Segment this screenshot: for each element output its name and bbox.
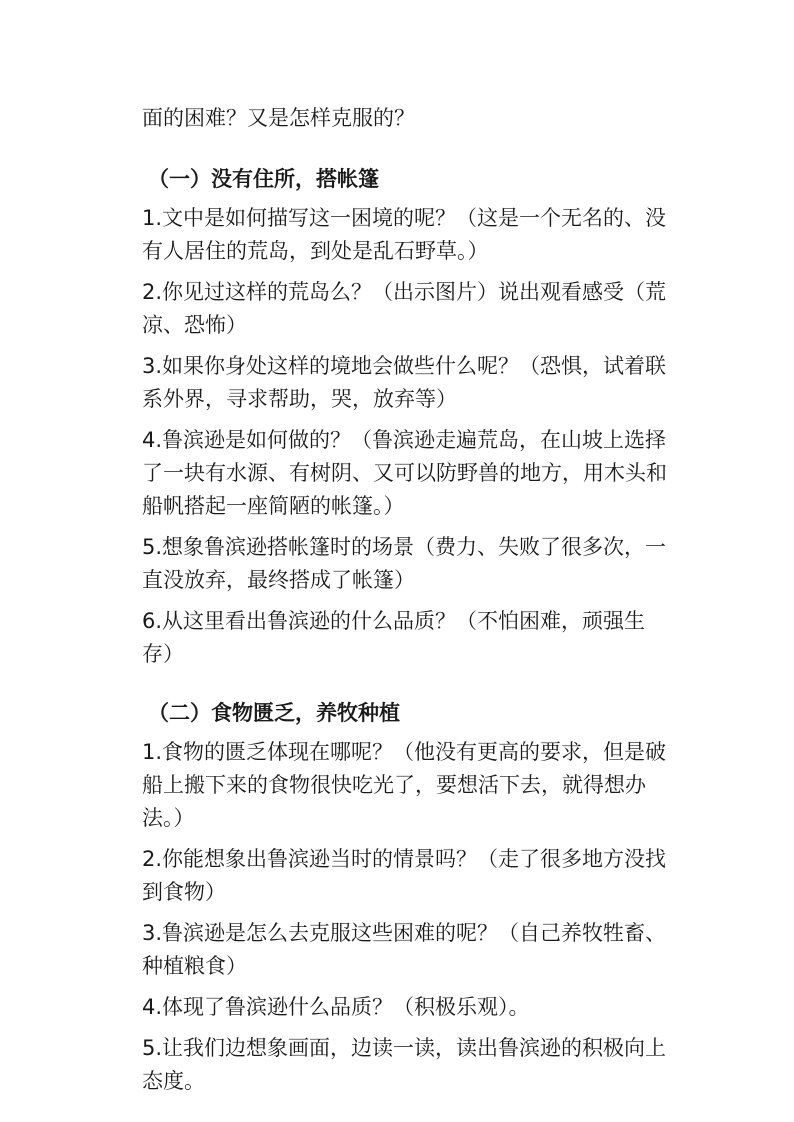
text-line: 船上搬下来的食物很快吃光了，要想活下去，就得想办 xyxy=(142,773,646,797)
section-two xyxy=(142,697,742,1098)
text-line: 存） xyxy=(142,642,184,666)
text-line: 种植粮食） xyxy=(142,954,247,978)
section-one xyxy=(142,163,742,671)
section-heading: （一）没有住所，搭帐篷 xyxy=(148,167,379,191)
text-line: 系外界，寻求帮助，哭，放弃等） xyxy=(142,387,457,411)
text-line: 法。） xyxy=(142,806,195,830)
question-item xyxy=(142,1032,742,1098)
text-line: 4.体现了鲁滨逊什么品质？（积极乐观）。 xyxy=(142,995,530,1019)
text-line: 6.从这里看出鲁滨逊的什么品质？（不怕困难，顽强生 xyxy=(142,609,646,633)
text-line: 1.文中是如何描写这一困境的呢？（这是一个无名的、没 xyxy=(142,206,667,230)
question-item xyxy=(142,350,742,416)
text-line: 直没放弃，最终搭成了帐篷） xyxy=(142,568,415,592)
text-line: 3.鲁滨逊是怎么去克服这些困难的呢？（自己养牧牲畜、 xyxy=(142,921,667,945)
text-line: 3.如果你身处这样的境地会做些什么呢？（恐惧，试着联 xyxy=(142,354,667,378)
text-line: 到食物） xyxy=(142,880,226,904)
text-line: 船帆搭起一座简陋的帐篷。） xyxy=(142,494,405,518)
question-item xyxy=(142,531,742,597)
text-line: 2.你见过这样的荒岛么？（出示图片）说出观看感受（荒 xyxy=(142,280,667,304)
question-item xyxy=(142,991,742,1024)
text-line: 4.鲁滨逊是如何做的？（鲁滨逊走遍荒岛，在山坡上选择 xyxy=(142,428,667,452)
text-line: 5.想象鲁滨逊搭帐篷时的场景（费力、失败了很多次，一 xyxy=(142,535,667,559)
text-line: 1.食物的匮乏体现在哪呢？（他没有更高的要求，但是破 xyxy=(142,740,667,764)
question-item xyxy=(142,736,742,835)
question-item xyxy=(142,276,742,342)
section-heading: （二）食物匮乏，养牧种植 xyxy=(148,701,400,725)
text-line: 有人居住的荒岛，到处是乱石野草。） xyxy=(142,239,489,263)
question-item xyxy=(142,843,742,909)
question-item xyxy=(142,917,742,983)
text-line: 5.让我们边想象画面，边读一读，读出鲁滨逊的积极向上 xyxy=(142,1036,667,1060)
document-body xyxy=(142,102,742,1106)
intro-text: 面的困难？又是怎样克服的？ xyxy=(142,106,415,130)
text-line: 了一块有水源、有树阴、又可以防野兽的地方，用木头和 xyxy=(142,461,667,485)
text-line: 态度。 xyxy=(142,1069,205,1093)
question-item xyxy=(142,605,742,671)
question-item xyxy=(142,424,742,523)
text-line: 2.你能想象出鲁滨逊当时的情景吗？（走了很多地方没找 xyxy=(142,847,667,871)
text-line: 凉、恐怖） xyxy=(142,313,247,337)
question-item xyxy=(142,202,742,268)
